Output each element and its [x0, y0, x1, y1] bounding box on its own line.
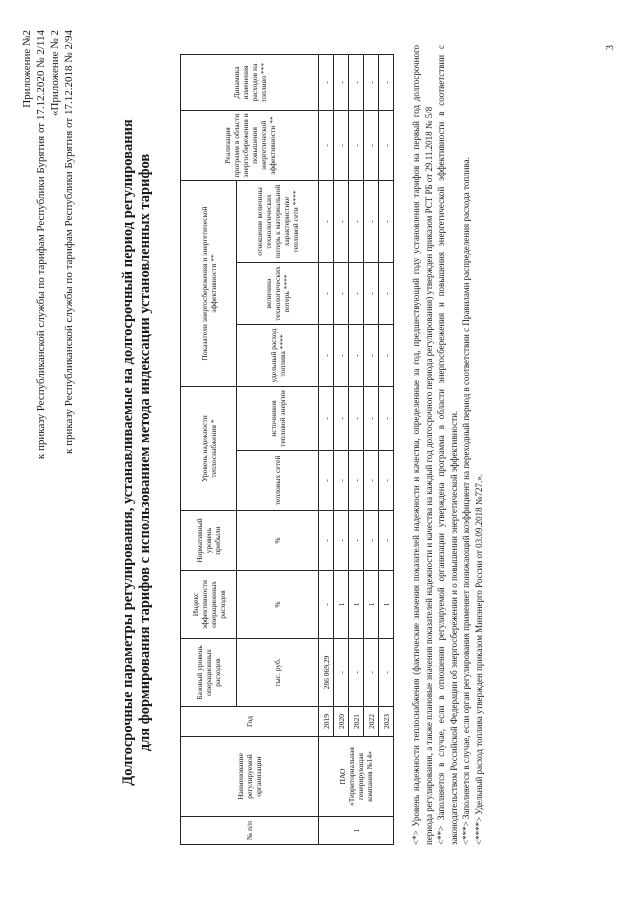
table-row [334, 54, 349, 844]
cell-sources: - [349, 386, 364, 450]
unit-index: % [237, 571, 319, 639]
cell-base: - [334, 639, 349, 707]
cell-sources: - [334, 386, 349, 450]
cell-specific-fuel: - [349, 324, 364, 386]
col-header-networks: тепловых сетей [237, 451, 319, 511]
col-header-energy: Показатели энергосбережения и энергетической эффективности ** [181, 180, 237, 386]
unit-base: тыс. руб. [237, 639, 319, 707]
cell-program: - [319, 110, 334, 180]
parameters-table [180, 54, 394, 845]
cell-profit: - [349, 511, 364, 571]
cell-profit: - [319, 511, 334, 571]
cell-fuel: - [319, 54, 334, 110]
col-header-specific-fuel: удельный расход топлива **** [237, 324, 319, 386]
title-line-1: Долгосрочные параметры регулирования, устанавливаемые на долгосрочный период регулирования [120, 119, 136, 786]
cell-base: - [364, 639, 379, 707]
cell-losses: - [349, 262, 364, 324]
col-header-sources: источников тепловой энергии [237, 386, 319, 450]
cell-sources: - [319, 386, 334, 450]
cell-loss-ratio: - [334, 180, 349, 262]
cell-program: - [334, 110, 349, 180]
table-row [379, 54, 394, 844]
col-header-fuel: Динамика изменения расходов на топливо *** [181, 54, 319, 110]
footnote-fuel-coefficient: <***> Заполняется в случае, если орган регулирования применяет понижающий коэффициент на переходный период в соответствии с Правилами распределения расхода топлива. [461, 157, 471, 845]
cell-index: 1 [379, 571, 394, 639]
cell-loss-ratio: - [319, 180, 334, 262]
signature-mark [220, 883, 232, 895]
cell-losses: - [364, 262, 379, 324]
original-order-reference: к приказу Республиканской службы по тарифам Республики Бурятия от 17.12.2018 № 2/94 [63, 30, 75, 454]
col-header-index: Индекс эффективности операционных расходов [181, 571, 237, 639]
cell-sources: - [364, 386, 379, 450]
row-number: 1 [319, 817, 394, 845]
cell-base: 286 069,29 [319, 639, 334, 707]
table-row [349, 54, 364, 844]
cell-specific-fuel: - [364, 324, 379, 386]
page-number: 3 [605, 45, 616, 50]
cell-year: 2021 [349, 707, 364, 737]
col-header-reliability: Уровень надежности теплоснабжения * [181, 386, 237, 510]
footnotes [410, 45, 485, 845]
cell-networks: - [349, 451, 364, 511]
order-reference: к приказу Республиканской службы по тарифам Республики Бурятия от 17.12.2020 № 2/114 [35, 30, 47, 460]
cell-index: 1 [364, 571, 379, 639]
cell-base: - [379, 639, 394, 707]
footnote-reliability: <*> Уровень надежности теплоснабжения (фактические значения показателей надежности и качества, определенные за год, предшествующий году установления тарифов на первый год долгосрочного периода регулирования, а также плановые значения показателей надежности и качества на каждый год долгосрочного периода регулирования) утвержден приказом РСТ РБ от 29.11.2018 № 5/8 [411, 45, 434, 845]
col-header-program: Реализация программ в области энергосбережения и повышения энергетической эффективности ** [181, 110, 319, 180]
cell-specific-fuel: - [379, 324, 394, 386]
unit-profit: % [237, 511, 319, 571]
col-header-num: № п/п [181, 817, 319, 845]
cell-profit: - [364, 511, 379, 571]
cell-loss-ratio: - [349, 180, 364, 262]
cell-program: - [379, 110, 394, 180]
cell-profit: - [379, 511, 394, 571]
document-title [120, 45, 154, 860]
cell-networks: - [319, 451, 334, 511]
cell-year: 2020 [334, 707, 349, 737]
cell-loss-ratio: - [364, 180, 379, 262]
col-header-profit: Нормативный уровень прибыли [181, 511, 237, 571]
cell-program: - [364, 110, 379, 180]
cell-sources: - [379, 386, 394, 450]
cell-networks: - [334, 451, 349, 511]
col-header-base: Базовый уровень операционных расходов [181, 639, 237, 707]
cell-specific-fuel: - [334, 324, 349, 386]
cell-year: 2023 [379, 707, 394, 737]
cell-fuel: - [334, 54, 349, 110]
col-header-losses: величина технологических потерь **** [237, 262, 319, 324]
cell-networks: - [364, 451, 379, 511]
cell-networks: - [379, 451, 394, 511]
cell-loss-ratio: - [379, 180, 394, 262]
cell-losses: - [319, 262, 334, 324]
cell-fuel: - [349, 54, 364, 110]
footnote-energy-program: <**> Заполняется в случае, если в отношении регулируемой организации утверждена программа в области энергосбережения и повышения энергетической эффективности в соответствии с законодательством Российской Федерации об энергосбережении и о повышении энергетической эффективности. [436, 45, 459, 845]
cell-index: 1 [349, 571, 364, 639]
col-header-org: Наименование регулируемой организации [181, 737, 319, 817]
cell-year: 2019 [319, 707, 334, 737]
cell-losses: - [334, 262, 349, 324]
organization-name: ПАО «Территориальная генерирующая компания №14» [319, 737, 394, 817]
title-line-2: для формирования тарифов с использованием метода индексации установленных тарифов [137, 153, 153, 752]
cell-program: - [349, 110, 364, 180]
cell-year: 2022 [364, 707, 379, 737]
table-row [319, 54, 334, 844]
col-header-loss-ratio: отношение величины технологических потерь к материальной характеристике тепловой сети **** [237, 180, 319, 262]
cell-fuel: - [364, 54, 379, 110]
original-appendix-number: «Приложение № 2 [49, 30, 61, 117]
cell-index: - [319, 571, 334, 639]
cell-losses: - [379, 262, 394, 324]
footnote-specific-fuel: <****> Удельный расход топлива утвержден приказом Минэнерго России от 03.09.2018 №727.». [473, 474, 484, 845]
cell-fuel: - [379, 54, 394, 110]
cell-profit: - [334, 511, 349, 571]
appendix-number: Приложение №2 [21, 30, 33, 108]
cell-specific-fuel: - [319, 324, 334, 386]
cell-index: 1 [334, 571, 349, 639]
col-header-year: Год [181, 707, 319, 737]
appendix-header [20, 30, 76, 575]
cell-base: - [349, 639, 364, 707]
table-row [364, 54, 379, 844]
